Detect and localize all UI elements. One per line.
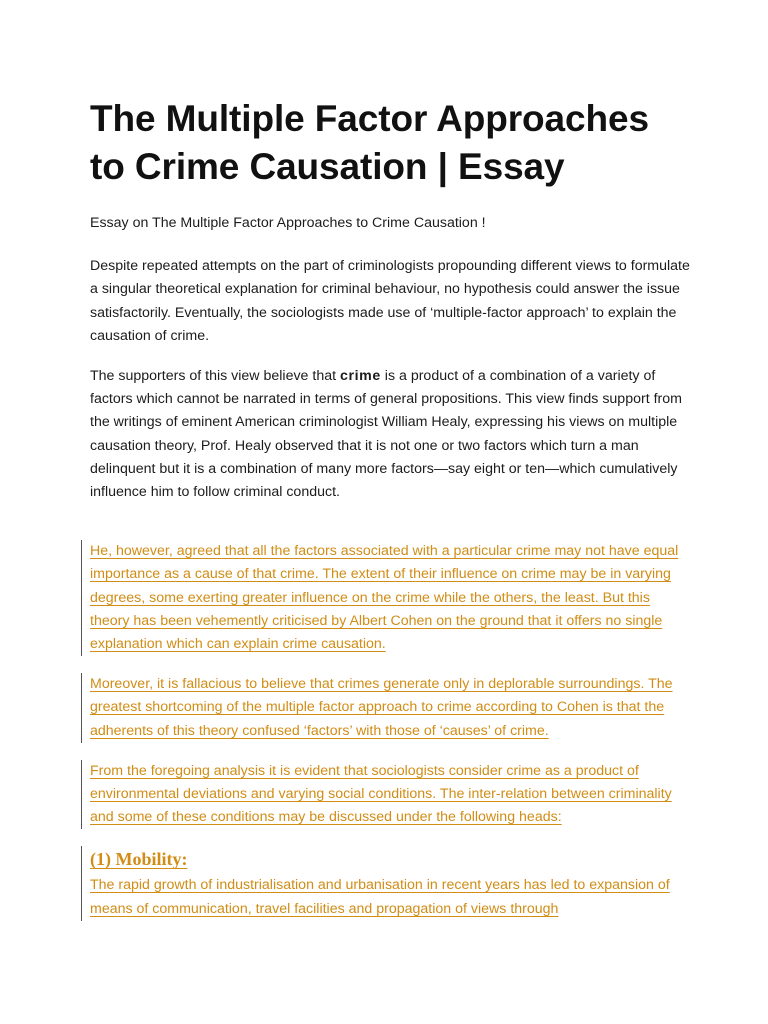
quote-link-2[interactable]: Moreover, it is fallacious to believe that crimes generate only in deplorable surroundings. The greatest shortcoming of the multiple factor approach to crime according to Cohen is that the adherents of this theory confused ‘factors’ with those of ‘causes’ of crime.	[90, 676, 673, 739]
quote-block-1	[90, 540, 690, 656]
quote-bar	[81, 673, 82, 743]
paragraph-2-start: The supporters of this view believe that	[90, 368, 340, 385]
quote-bar	[81, 540, 82, 656]
quote-block-4	[90, 846, 690, 920]
quote-bar	[81, 846, 82, 920]
paragraph-2	[90, 365, 690, 504]
quote-bar	[81, 760, 82, 830]
paragraph-1: Despite repeated attempts on the part of criminologists propounding different views to formulate a singular theoretical explanation for criminal behaviour, no hypothesis could answer the issue satisfactorily. Eventually, the sociologists made use of ‘multiple-factor approach’ to explain the causation of crime.	[90, 258, 690, 344]
section-heading-mobility[interactable]: (1) Mobility:	[90, 849, 188, 870]
quote-link-3[interactable]: From the foregoing analysis it is evident that sociologists consider crime as a product of environmental deviations and varying social conditions. The inter-relation between criminality and some of these conditions may be discussed under the following heads:	[90, 762, 672, 826]
intro-paragraph: Essay on The Multiple Factor Approaches to Crime Causation !	[90, 215, 486, 231]
paragraph-2-rest: is a product of a combination of a variety of factors which cannot be narrated in terms of general propositions. This view finds support from the writings of eminent American criminologist William Healy, expressing his views on multiple causation theory, Prof. Healy observed that it is not one or two factors which turn a man delinquent but it is a combination of many more factors—say eight or ten—which cumulatively influence him to follow criminal conduct.	[90, 368, 682, 501]
paragraph-2-bold-term: crime	[340, 368, 381, 385]
quote-link-1[interactable]: He, however, agreed that all the factors associated with a particular crime may not have equal importance as a cause of that crime. The extent of their influence on crime may be in varying degrees, some exerting greater influence on the crime while the others, the least. But this theory has been vehemently criticised by Albert Cohen on the ground that it offers no single explanation which can explain crime causation.	[90, 543, 679, 653]
quote-block-2	[90, 673, 690, 743]
quote-block-3	[90, 760, 690, 830]
quoted-section	[90, 540, 690, 921]
page-title: The Multiple Factor Approaches to Crime Causation | Essay	[90, 98, 649, 187]
article	[90, 95, 690, 938]
quote-link-4[interactable]: The rapid growth of industrialisation and urbanisation in recent years has led to expansion of means of communication, travel facilities and propagation of views through	[90, 877, 670, 917]
